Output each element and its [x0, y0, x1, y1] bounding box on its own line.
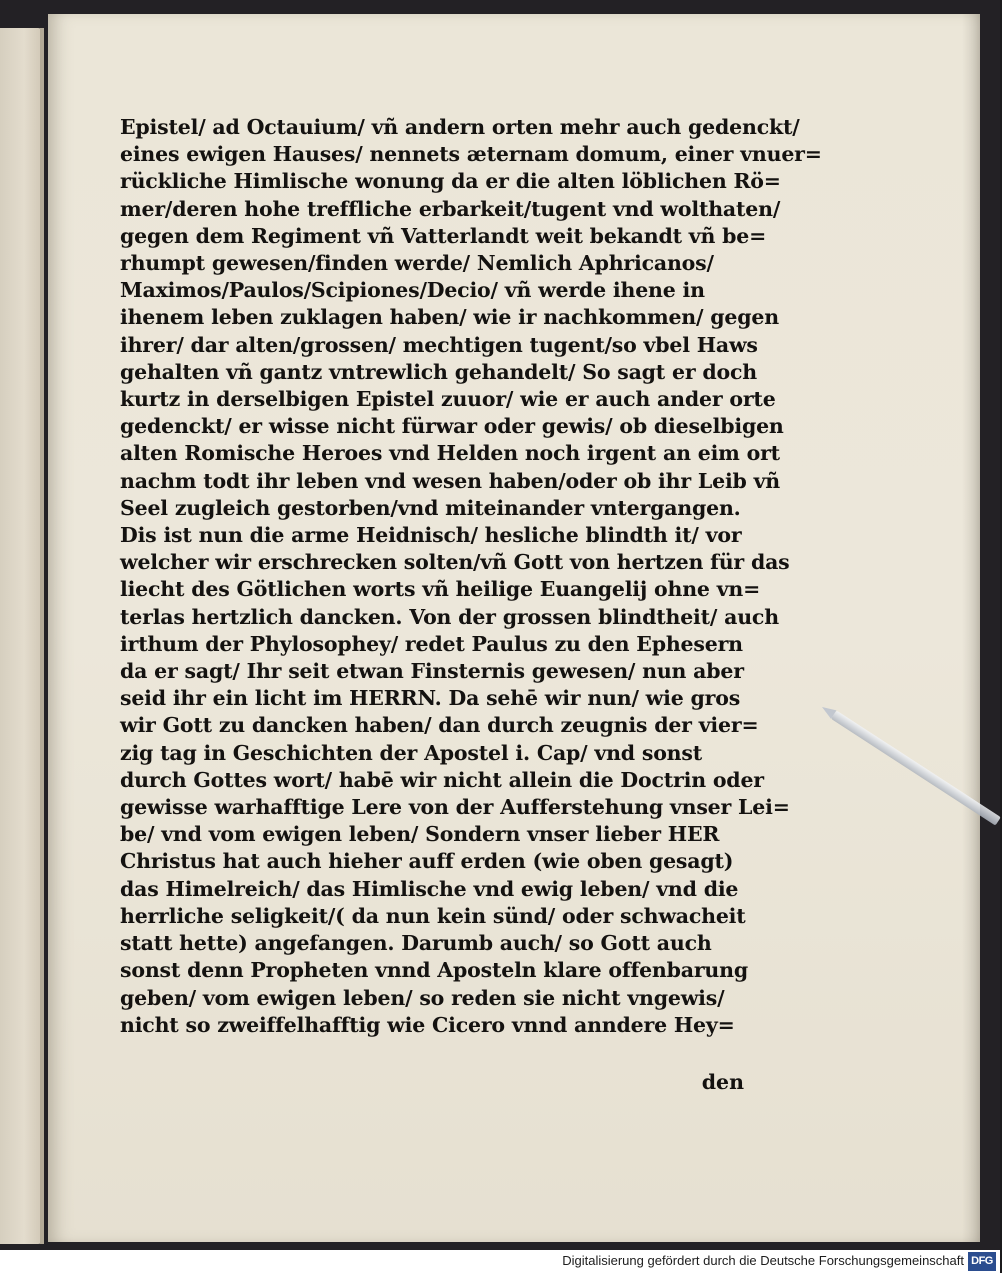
text-line: geben/ vom ewigen leben/ so reden sie nicht vngewis/ [120, 985, 725, 1010]
text-line: nicht so zweiffelhafftig wie Cicero vnnd anndere Hey= [120, 1012, 735, 1037]
text-line: terlas hertzlich dancken. Von der grossen blindtheit/ auch [120, 604, 779, 629]
text-line: kurtz in derselbigen Epistel zuuor/ wie er auch ander orte [120, 387, 776, 412]
text-line: zig tag in Geschichten der Apostel i. Cap/ vnd sonst [120, 740, 702, 765]
text-line: gewisse warhafftige Lere von der Aufferstehung vnser Lei= [120, 795, 790, 820]
text-line: welcher wir erschrecken solten/vñ Gott von hertzen für das [120, 550, 790, 575]
dfg-logo-icon: DFG [968, 1252, 996, 1271]
text-line: gegen dem Regiment vñ Vatterlandt weit bekandt vñ be= [120, 223, 767, 248]
text-line: gehalten vñ gantz vntrewlich gehandelt/ So sagt er doch [120, 359, 757, 384]
text-line: be/ vnd vom ewigen leben/ Sondern vnser lieber HER [120, 822, 720, 847]
text-line: Maximos/Paulos/Scipiones/Decio/ vñ werde ihene in [120, 278, 705, 303]
text-line: seid ihr ein licht im HERRN. Da sehē wir nun/ wie gros [120, 686, 741, 711]
text-line: da er sagt/ Ihr seit etwan Finsternis gewesen/ nun aber [120, 659, 744, 684]
text-line: ihrer/ dar alten/grossen/ mechtigen tugent/so vbel Haws [120, 332, 758, 357]
text-line: irthum der Phylosophey/ redet Paulus zu den Ephesern [120, 631, 743, 656]
text-line: Dis ist nun die arme Heidnisch/ hesliche blindth it/ vor [120, 523, 742, 548]
text-line: ihenem leben zuklagen haben/ wie ir nachkommen/ gegen [120, 305, 779, 330]
page-text [120, 114, 822, 1039]
text-line: sonst denn Propheten vnnd Aposteln klare offenbarung [120, 958, 748, 983]
text-line: Epistel/ ad Octauium/ vñ andern orten mehr auch gedenckt/ [120, 115, 800, 139]
text-line: durch Gottes wort/ habē wir nicht allein die Doctrin oder [120, 767, 764, 792]
text-line: statt hette) angefangen. Darumb auch/ so Gott auch [120, 931, 712, 956]
text-line: Christus hat auch hieher auff erden (wie oben gesagt) [120, 849, 734, 874]
footer-bar [0, 1250, 1000, 1273]
text-line: alten Romische Heroes vnd Helden noch irgent an eim ort [120, 441, 780, 466]
text-line: eines ewigen Hauses/ nennets æternam domum, einer vnuer= [120, 142, 822, 167]
text-line: rückliche Himlische wonung da er die alten löblichen Rö= [120, 169, 781, 194]
text-line: herrliche seligkeit/( da nun kein sünd/ oder schwacheit [120, 903, 746, 928]
book-page [48, 14, 980, 1242]
text-line: Seel zugleich gestorben/vnd miteinander vntergangen. [120, 495, 741, 520]
text-line: nachm todt ihr leben vnd wesen haben/oder ob ihr Leib vñ [120, 468, 781, 493]
text-line: das Himelreich/ das Himlische vnd ewig leben/ vnd die [120, 876, 739, 901]
text-line: mer/deren hohe treffliche erbarkeit/tugent vnd wolthaten/ [120, 196, 781, 221]
catchword: den [701, 1070, 744, 1094]
text-line: liecht des Götlichen worts vñ heilige Euangelij ohne vn= [120, 577, 761, 602]
text-line: wir Gott zu dancken haben/ dan durch zeugnis der vier= [120, 713, 759, 738]
text-line: gedenckt/ er wisse nicht fürwar oder gewis/ ob dieselbigen [120, 414, 784, 439]
text-line: rhumpt gewesen/finden werde/ Nemlich Aphricanos/ [120, 251, 714, 276]
funding-credit: Digitalisierung gefördert durch die Deutsche Forschungsgemeinschaft [562, 1253, 964, 1268]
previous-page-edge [0, 28, 44, 1244]
